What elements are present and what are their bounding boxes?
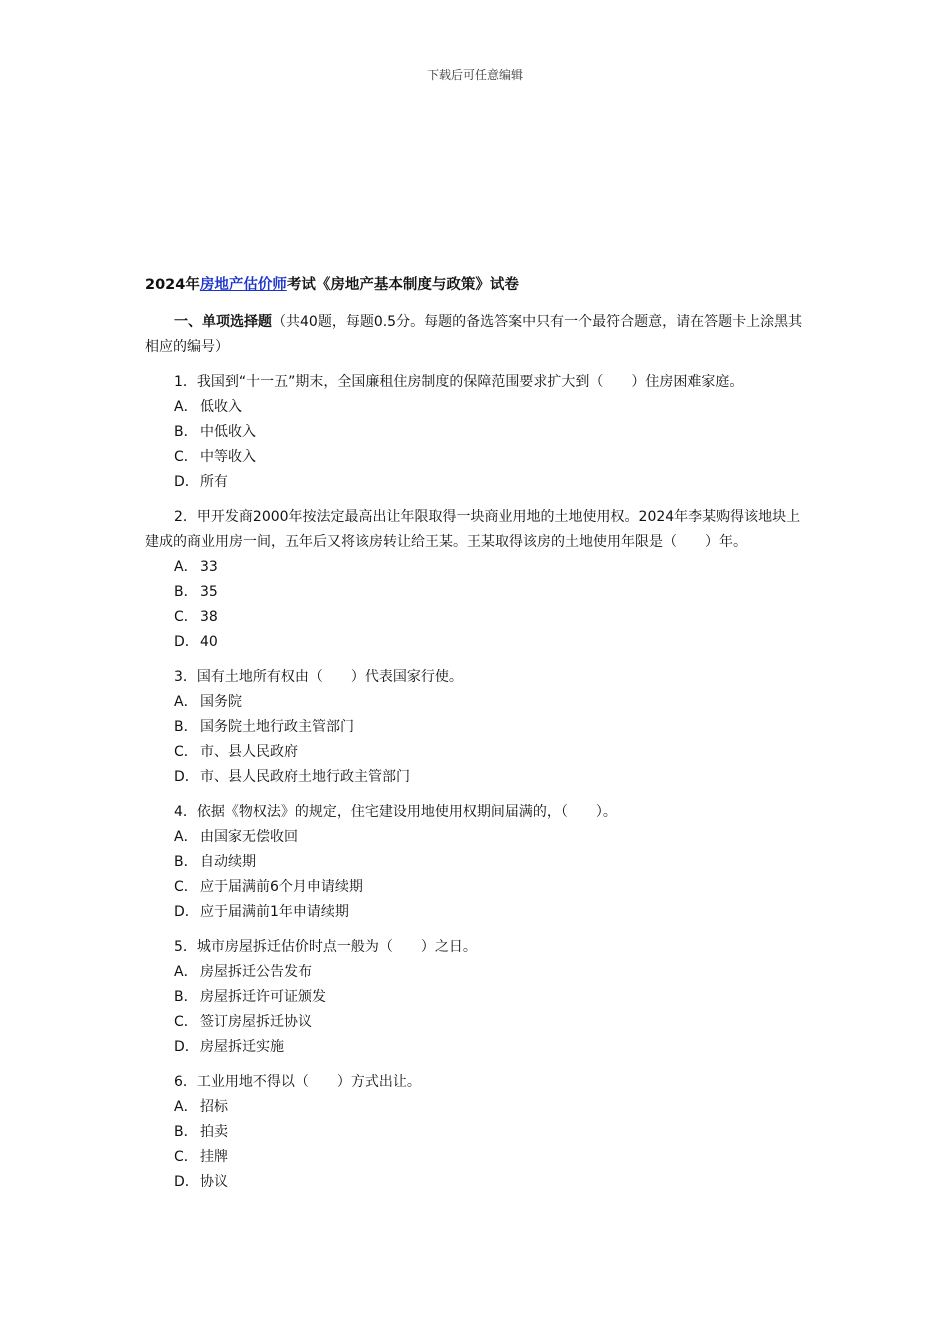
option-letter: C． (174, 1149, 198, 1165)
option-letter: C． (174, 879, 198, 895)
option-letter: D． (174, 474, 199, 490)
question-stem: 2．甲开发商2000年按法定最高出让年限取得一块商业用地的土地使用权。2024年李某购得该地块上建成的商业用房一间，五年后又将该房转让给王某。王某取得该房的土地使用年限是（ ）年。 (145, 509, 801, 550)
option-letter: B． (174, 719, 198, 735)
option-text: 33 (200, 559, 218, 575)
option-text: 市、县人民政府土地行政主管部门 (200, 769, 410, 785)
option-a (145, 690, 810, 715)
option-c (145, 1010, 810, 1035)
option-d (145, 765, 810, 790)
page-header-note: 下载后可任意编辑 (426, 68, 523, 82)
option-b (145, 715, 810, 740)
option-letter: A． (174, 964, 198, 980)
option-letter: B． (174, 584, 198, 600)
option-text: 房屋拆迁公告发布 (200, 964, 312, 980)
option-letter: C． (174, 609, 198, 625)
option-text: 挂牌 (200, 1149, 228, 1165)
option-text: 招标 (200, 1099, 228, 1115)
section-heading: 一、单项选择题 (174, 314, 272, 330)
question-2 (145, 505, 810, 655)
option-d (145, 1170, 810, 1195)
question-3 (145, 665, 810, 790)
option-b (145, 850, 810, 875)
question-stem: 5．城市房屋拆迁估价时点一般为（ ）之日。 (174, 939, 477, 955)
title-link[interactable]: 房地产估价师 (199, 277, 287, 293)
question-stem: 3．国有土地所有权由（ ）代表国家行使。 (174, 669, 463, 685)
option-text: 35 (200, 584, 218, 600)
option-c (145, 875, 810, 900)
option-letter: C． (174, 744, 198, 760)
option-letter: A． (174, 559, 198, 575)
option-a (145, 960, 810, 985)
option-letter: B． (174, 989, 198, 1005)
option-c (145, 445, 810, 470)
option-letter: B． (174, 854, 198, 870)
option-text: 应于届满前1年申请续期 (200, 904, 349, 920)
option-text: 所有 (200, 474, 228, 490)
option-a (145, 825, 810, 850)
option-text: 国务院 (200, 694, 242, 710)
option-d (145, 1035, 810, 1060)
section-instructions: （共40题，每题0.5分。每题的备选答案中只有一个最符合题意，请在答题卡上涂黑其相应的编号） (145, 314, 803, 355)
option-letter: D． (174, 1039, 199, 1055)
question-6 (145, 1070, 810, 1195)
option-a (145, 555, 810, 580)
option-text: 中等收入 (200, 449, 256, 465)
exam-document (145, 274, 810, 1205)
option-letter: A． (174, 1099, 198, 1115)
option-c (145, 740, 810, 765)
option-letter: D． (174, 634, 199, 650)
section-intro (145, 310, 810, 360)
option-letter: A． (174, 694, 198, 710)
option-text: 国务院土地行政主管部门 (200, 719, 354, 735)
question-1 (145, 370, 810, 495)
option-text: 40 (200, 634, 218, 650)
option-letter: A． (174, 829, 198, 845)
option-c (145, 605, 810, 630)
option-text: 协议 (200, 1174, 228, 1190)
question-5 (145, 935, 810, 1060)
option-text: 中低收入 (200, 424, 256, 440)
option-d (145, 470, 810, 495)
option-c (145, 1145, 810, 1170)
option-text: 自动续期 (200, 854, 256, 870)
question-stem: 1．我国到“十一五”期末，全国廉租住房制度的保障范围要求扩大到（ ）住房困难家庭。 (174, 374, 744, 390)
title-suffix: 考试《房地产基本制度与政策》试卷 (286, 277, 519, 293)
option-text: 市、县人民政府 (200, 744, 298, 760)
option-letter: C． (174, 1014, 198, 1030)
option-b (145, 420, 810, 445)
exam-title (145, 274, 810, 296)
option-d (145, 630, 810, 655)
option-letter: C． (174, 449, 198, 465)
option-b (145, 1120, 810, 1145)
title-prefix: 2024年 (145, 277, 200, 293)
question-stem: 4．依据《物权法》的规定，住宅建设用地使用权期间届满的，（ ）。 (174, 804, 617, 820)
option-letter: B． (174, 424, 198, 440)
option-a (145, 1095, 810, 1120)
option-letter: D． (174, 769, 199, 785)
option-b (145, 580, 810, 605)
option-a (145, 395, 810, 420)
question-stem: 6．工业用地不得以（ ）方式出让。 (174, 1074, 421, 1090)
question-4 (145, 800, 810, 925)
option-text: 拍卖 (200, 1124, 228, 1140)
option-letter: D． (174, 904, 199, 920)
option-text: 房屋拆迁许可证颁发 (200, 989, 326, 1005)
option-text: 由国家无偿收回 (200, 829, 298, 845)
option-d (145, 900, 810, 925)
option-letter: D． (174, 1174, 199, 1190)
option-text: 低收入 (200, 399, 242, 415)
option-letter: B． (174, 1124, 198, 1140)
option-text: 签订房屋拆迁协议 (200, 1014, 312, 1030)
option-b (145, 985, 810, 1010)
option-text: 38 (200, 609, 218, 625)
option-text: 应于届满前6个月申请续期 (200, 879, 363, 895)
option-letter: A． (174, 399, 198, 415)
option-text: 房屋拆迁实施 (200, 1039, 284, 1055)
